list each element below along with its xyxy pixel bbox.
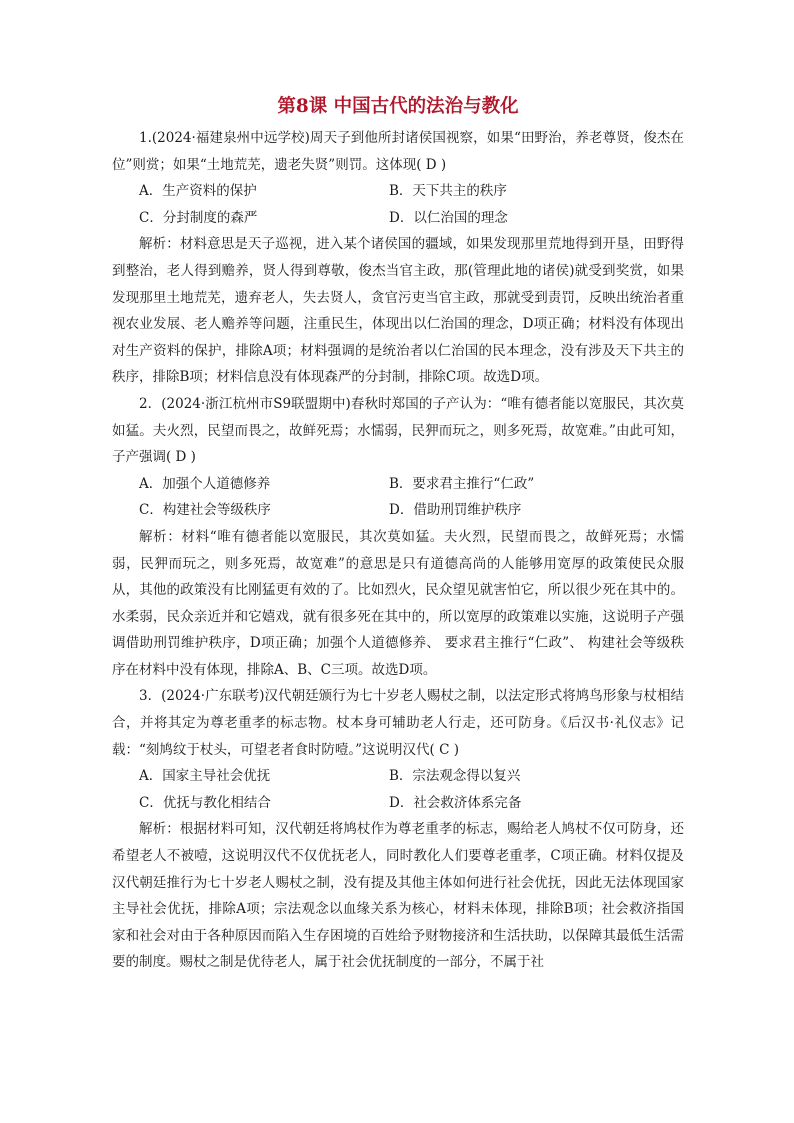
analysis-text: 解析：材料“唯有德者能以宽服民，其次莫如猛。夫火烈，民望而畏之，故鲜死焉；水懦弱，民狎而玩之，则多死焉，故宽难”的意思是只有道德高尚的人能够用宽厚的政策使民众服从，其他的政策没有比刚猛更有效的了。比如烈火，民众望见就害怕它，所以很少死在其中的。水柔弱，民众亲近并和它嬉戏，就有很多死在其中的，所以宽厚的政策难以实施，这说明子产强调借助刑罚维护秩序，D项正确；加强个人道德修养、 要求君主推行“仁政”、 构建社会等级秩序在材料中没有体现，排除A、B、C三项。故选D项。 — [112, 528, 684, 678]
option-c: C．分封制度的森严 — [139, 209, 258, 226]
question-stem: 3．(2024·广东联考)汉代朝廷颁行为七十岁老人赐杖之制，以法定形式将鸠鸟形象与杖相结合，并将其定为尊老重孝的标志物。杖本身可辅助老人行走，还可防身。《后汉书·礼仪志》记载：“刻鸠纹于杖头，可望老者食时防噎。”这说明汉代( C ) — [112, 688, 684, 758]
option-b: B．要求君主推行“仁政” — [389, 475, 535, 492]
answer-options — [112, 471, 684, 524]
analysis-text: 解析：材料意思是天子巡视，进入某个诸侯国的疆域，如果发现那里荒地得到开垦，田野得到整治，老人得到赡养，贤人得到尊敬，俊杰当官主政，那(管理此地的诸侯)就受到奖赏，如果发现那里土地荒芜，遗弃老人，失去贤人，贪官污吏当官主政，那就受到责罚，反映出统治者重视农业发展、老人赡养等问题，注重民生，体现出以仁治国的理念，D项正确；材料没有体现出对生产资料的保护，排除A项；材料强调的是统治者以仁治国的民本理念，没有涉及天下共主的秩序，排除B项；材料信息没有体现森严的分封制，排除C项。故选D项。 — [112, 236, 684, 386]
option-d: D．以仁治国的理念 — [389, 209, 508, 226]
answer-options — [112, 763, 684, 816]
question-2 — [112, 391, 684, 684]
question-stem: 1.(2024·福建泉州中远学校)周天子到他所封诸侯国视察，如果“田野治，养老尊贤，俊杰在位”则赏；如果“土地荒芜，遗老失贤”则罚。这体现( D ) — [112, 130, 684, 173]
question-1 — [112, 125, 684, 391]
option-a: A．生产资料的保护 — [139, 183, 257, 200]
answer-options — [112, 178, 684, 231]
lesson-title: 第8课 中国古代的法治与教化 — [277, 96, 519, 117]
analysis-text: 解析：根据材料可知，汉代朝廷将鸠杖作为尊老重孝的标志，赐给老人鸠杖不仅可防身，还希望老人不被噎，这说明汉代不仅优抚老人，同时教化人们要尊老重孝，C项正确。材料仅提及汉代朝廷推行为七十岁老人赐杖之制，没有提及其他主体如何进行社会优抚，因此无法体现国家主导社会优抚，排除A项；宗法观念以血缘关系为核心，材料未体现，排除B项；社会救济指国家和社会对由于各种原因而陷入生存困境的百姓给予财物接济和生活扶助，以保障其最低生活需要的制度。赐杖之制是优待老人，属于社会优抚制度的一部分，不属于社 — [112, 821, 684, 971]
question-stem: 2．(2024·浙江杭州市S9联盟期中)春秋时郑国的子产认为：“唯有德者能以宽服民，其次莫如猛。夫火烈，民望而畏之，故鲜死焉；水懦弱，民狎而玩之，则多死焉，故宽难。”由此可知，子产强调( D ) — [112, 395, 684, 466]
option-b: B．宗法观念得以复兴 — [389, 768, 521, 785]
question-3 — [112, 683, 684, 976]
option-a: A．国家主导社会优抚 — [139, 768, 271, 785]
option-d: D．借助刑罚维护秩序 — [389, 502, 522, 519]
option-d: D．社会救济体系完备 — [389, 794, 522, 811]
option-c: C．构建社会等级秩序 — [139, 502, 271, 519]
document-content — [112, 94, 684, 976]
option-c: C．优抚与教化相结合 — [139, 794, 271, 811]
option-b: B．天下共主的秩序 — [389, 183, 507, 200]
option-a: A．加强个人道德修养 — [139, 475, 271, 492]
